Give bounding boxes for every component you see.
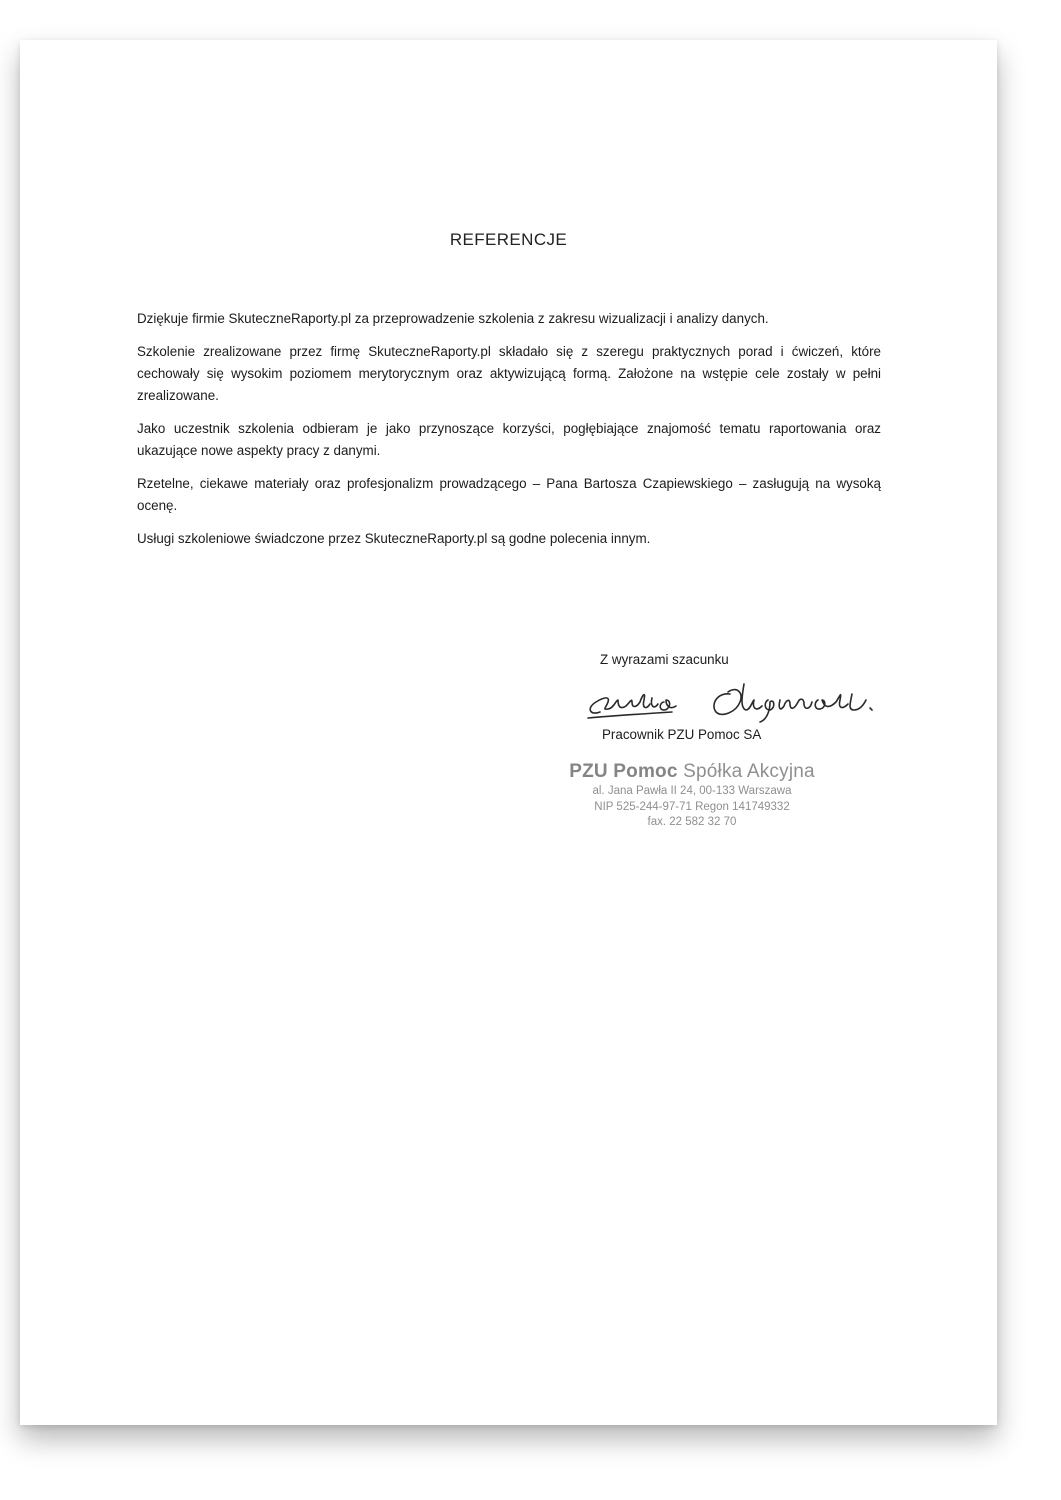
paragraph-1: Dziękuje firmie SkuteczneRaporty.pl za przeprowadzenie szkolenia z zakresu wizualizacji i analizy danych. bbox=[137, 311, 769, 326]
letter-body bbox=[137, 308, 881, 561]
document-page bbox=[20, 40, 997, 1425]
stamp-company-bold: PZU Pomoc bbox=[569, 761, 678, 782]
stamp-company-name bbox=[552, 760, 832, 784]
stamp-ids: NIP 525-244-97-71 Regon 141749332 bbox=[594, 800, 790, 813]
company-stamp bbox=[552, 760, 832, 831]
paragraph-2: Szkolenie zrealizowane przez firmę SkuteczneRaporty.pl składało się z szeregu praktycznych porad i ćwiczeń, które cechowały się wysokim poziomem merytorycznym oraz aktywizującą formą. Założone na wstępie cele zostały w pełni zrealizowane. bbox=[137, 344, 881, 403]
signatory-role: Pracownik PZU Pomoc SA bbox=[602, 727, 762, 742]
paragraph-4: Rzetelne, ciekawe materiały oraz profesjonalizm prowadzącego – Pana Bartosza Czapiewskiego – zasługują na wysoką ocenę. bbox=[137, 476, 881, 513]
paragraph-3: Jako uczestnik szkolenia odbieram je jako przynoszące korzyści, pogłębiające znajomość tematu raportowania oraz ukazujące nowe aspekty pracy z danymi. bbox=[137, 421, 881, 458]
stamp-fax: fax. 22 582 32 70 bbox=[647, 816, 737, 828]
stamp-company-rest: Spółka Akcyjna bbox=[683, 761, 815, 782]
stamp-address: al. Jana Pawła II 24, 00-133 Warszawa bbox=[592, 785, 792, 797]
closing-phrase: Z wyrazami szacunku bbox=[600, 652, 729, 667]
paragraph-5: Usługi szkoleniowe świadczone przez SkuteczneRaporty.pl są godne polecenia innym. bbox=[137, 531, 651, 546]
handwritten-signature bbox=[580, 672, 880, 724]
document-title: REFERENCJE bbox=[449, 230, 568, 249]
